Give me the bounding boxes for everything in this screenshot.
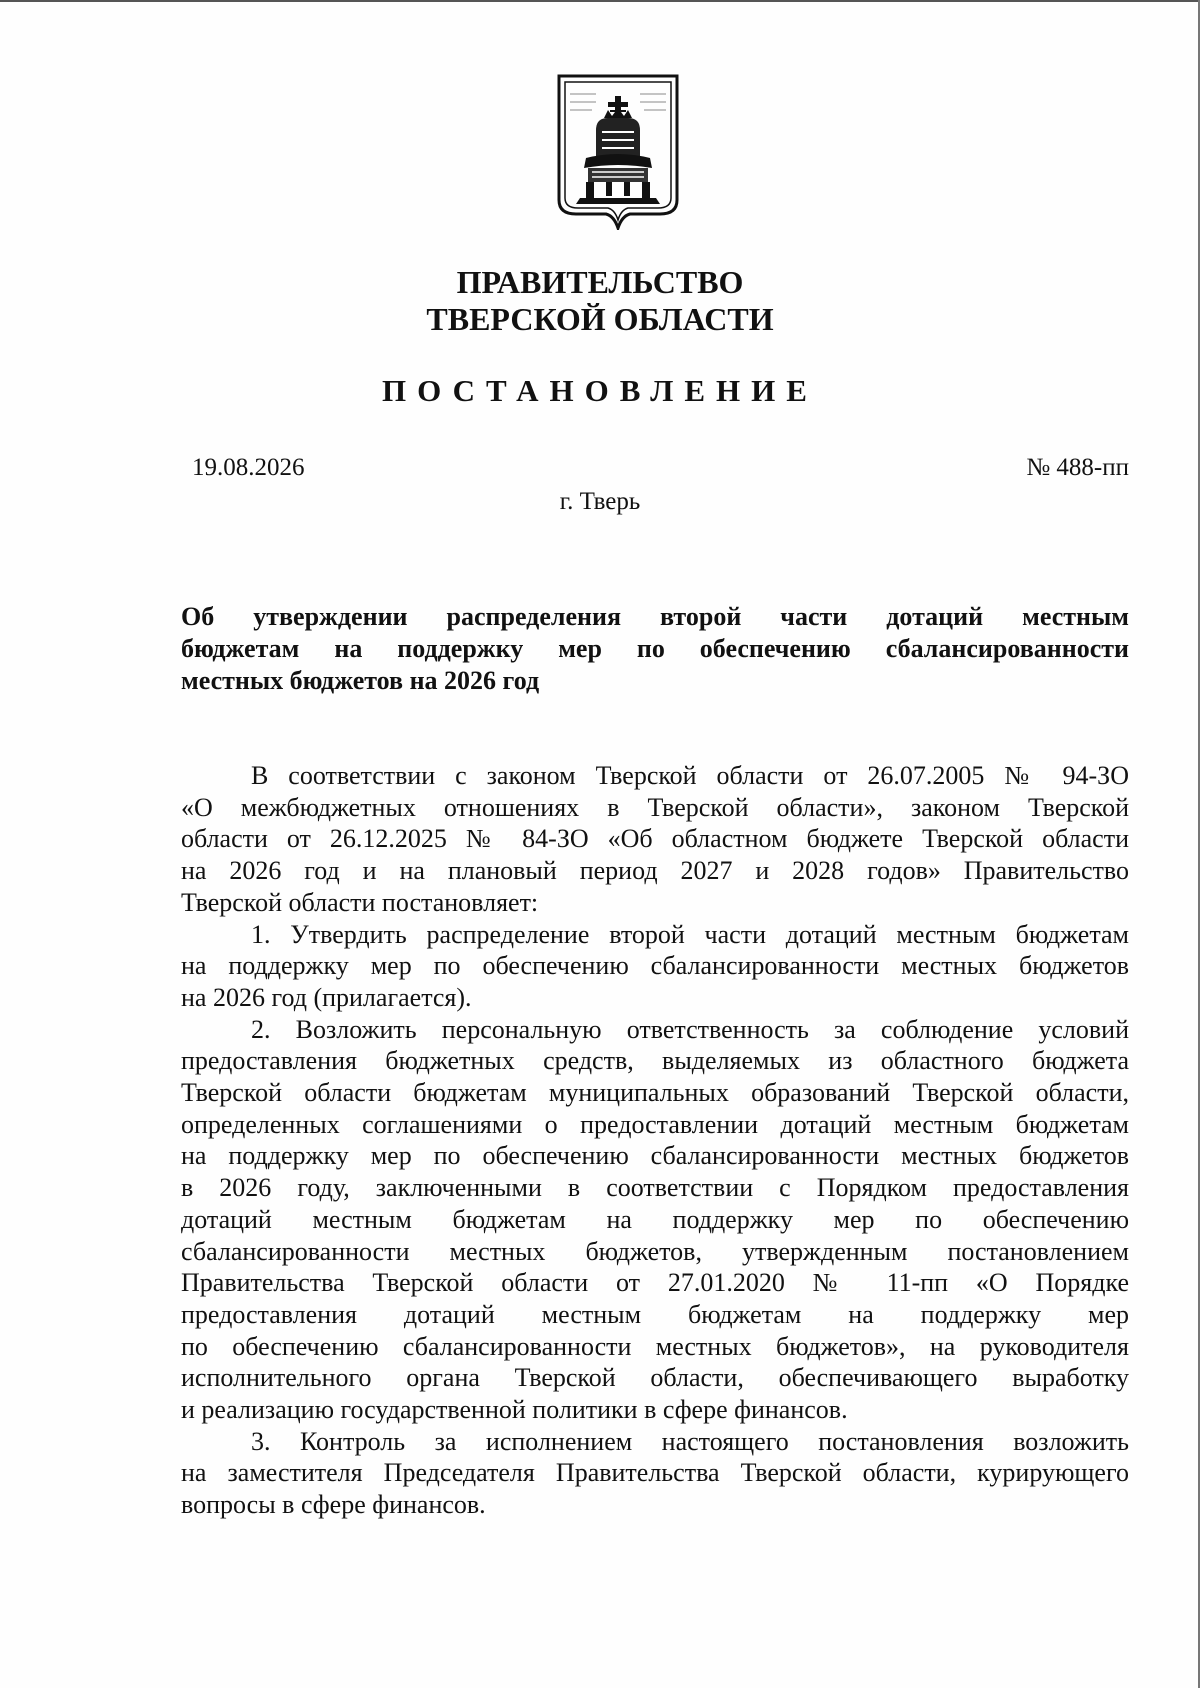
document-body — [181, 760, 1129, 1521]
title-line: бюджетам на поддержку мер по обеспечению сбалансированности — [181, 634, 1129, 663]
document-city: г. Тверь — [559, 488, 641, 515]
body-line: Тверской области постановляет: — [181, 887, 539, 917]
org-name-line-2: ТВЕРСКОЙ ОБЛАСТИ — [426, 301, 774, 337]
body-line: на 2026 год и на плановый период 2027 и 2028 годов» Правительство — [181, 856, 1129, 886]
body-line: на заместителя Председателя Правительства Тверской области, курирующего — [181, 1458, 1129, 1488]
title-line: Об утверждении распределения второй части дотаций местным — [181, 602, 1129, 631]
document-type-heading: ПОСТАНОВЛЕНИЕ — [382, 373, 818, 408]
body-line: на поддержку мер по обеспечению сбалансированности местных бюджетов — [181, 951, 1129, 981]
body-line: исполнительного органа Тверской области, обеспечивающего выработку — [181, 1363, 1129, 1393]
body-line: 1. Утвердить распределение второй части дотаций местным бюджетам — [251, 919, 1129, 949]
body-line: В соответствии с законом Тверской области от 26.07.2005 № 94-ЗО — [251, 761, 1129, 790]
body-line: в 2026 году, заключенными в соответствии с Порядком предоставления — [181, 1173, 1129, 1203]
body-line: сбалансированности местных бюджетов, утвержденным постановлением — [181, 1236, 1129, 1266]
org-name-line-1: ПРАВИТЕЛЬСТВО — [456, 264, 744, 300]
scan-edge-top — [0, 0, 1200, 2]
body-line: на 2026 год (прилагается). — [181, 982, 472, 1012]
body-line: 3. Контроль за исполнением настоящего постановления возложить — [251, 1426, 1129, 1456]
body-line: на поддержку мер по обеспечению сбалансированности местных бюджетов — [181, 1141, 1129, 1171]
body-line: «О межбюджетных отношениях в Тверской области», законом Тверской — [181, 792, 1129, 822]
body-line: предоставления дотаций местным бюджетам на поддержку мер — [181, 1299, 1129, 1329]
document-number: № 488-пп — [1026, 454, 1129, 481]
body-line: области от 26.12.2025 № 84-ЗО «Об областном бюджете Тверской области — [181, 824, 1129, 854]
body-line: и реализацию государственной политики в сфере финансов. — [181, 1395, 848, 1425]
body-line: определенных соглашениями о предоставлении дотаций местным бюджетам — [181, 1109, 1129, 1139]
body-line: дотаций местным бюджетам на поддержку мер по обеспечению — [181, 1204, 1129, 1234]
body-line: 2. Возложить персональную ответственность за соблюдение условий — [251, 1014, 1129, 1044]
body-line: по обеспечению сбалансированности местных бюджетов», на руководителя — [181, 1331, 1129, 1361]
body-line: Тверской области бюджетам муниципальных образований Тверской области, — [181, 1078, 1129, 1108]
body-line: вопросы в сфере финансов. — [181, 1490, 486, 1520]
document-date: 19.08.2026 — [192, 454, 305, 481]
tver-coat-of-arms-icon — [556, 74, 680, 230]
document-title — [181, 601, 1129, 697]
title-line: местных бюджетов на 2026 год — [181, 666, 540, 695]
body-line: предоставления бюджетных средств, выделяемых из областного бюджета — [181, 1046, 1129, 1076]
body-line: Правительства Тверской области от 27.01.2020 № 11-пп «О Порядке — [181, 1268, 1129, 1298]
